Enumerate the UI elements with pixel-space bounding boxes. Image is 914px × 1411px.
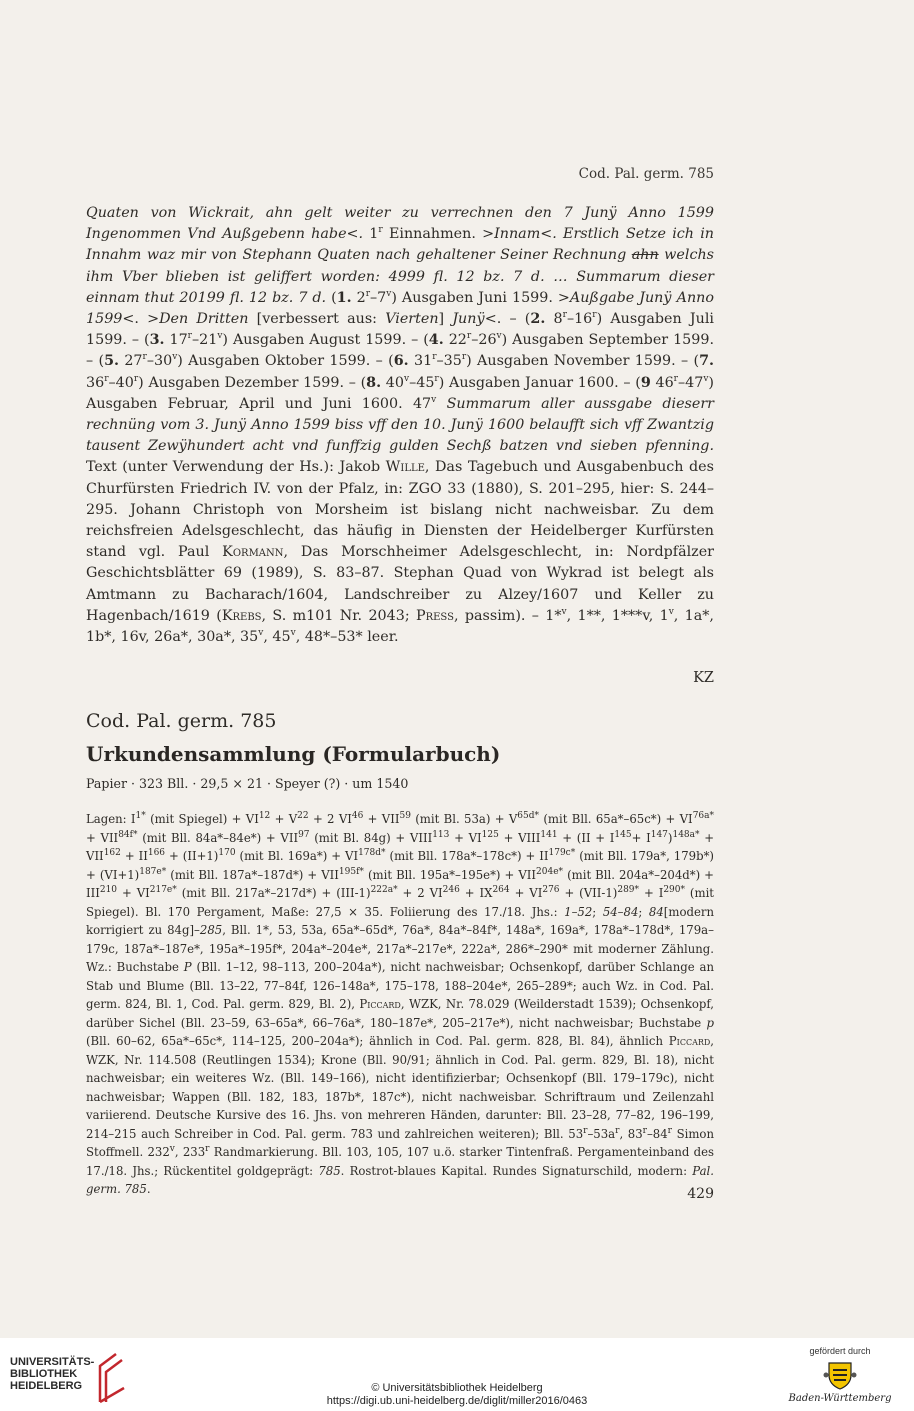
library-logo-text xyxy=(10,1356,94,1392)
library-logo-icon xyxy=(94,1352,128,1404)
entry-metadata: Papier · 323 Bll. · 29,5 × 21 · Speyer (?) · um 1540 xyxy=(86,776,409,791)
library-name-line2: BIBLIOTHEK xyxy=(10,1368,78,1380)
entry-title: Urkundensammlung (Formularbuch) xyxy=(86,742,501,766)
page-number: 429 xyxy=(687,1186,714,1202)
source-url-link[interactable]: https://digi.ub.uni-heidelberg.de/diglit/miller2016/0463 xyxy=(326,1395,588,1407)
library-name-line3: HEIDELBERG xyxy=(10,1380,83,1392)
funded-by-label: gefördert durch xyxy=(809,1346,871,1356)
copyright-notice xyxy=(290,1382,624,1408)
running-head: Cod. Pal. germ. 785 xyxy=(578,166,714,182)
funder-name: Baden-Württemberg xyxy=(788,1393,892,1404)
state-coat-of-arms-icon xyxy=(823,1359,857,1391)
codicological-description: Lagen: $I^{1*}$ (mit Spiegel) + $VI^{12} + V^{22} + 2$ $VI^{46} + VII^{59}$ (mit Bl. $53a) + V^{65d*}$ (mit Bll. $65a*-65c*) + VI^{76a*} + VII^{84f*}$ (mit Bll. $84a*-84e*) + VII^{97}$ (mit Bl. $84g) + VIII^{113} + VI^{125}$ + $VIII^{141} + (II + I^{145}+ I^{147})^{148a*} + VII^{162} + II^{166} + (II+1)^{170}$ (mit Bl. $169a*) + VI^{178d*}$ (mit Bll. $178a*-178c*) + II^{179c*}$ (mit Bll. 179a*, $179b*) + (VI+1)^{187e*}$ (mit Bll. $187a*-187d*) + VII^{195f*}$ (mit Bll. $195a*-195e*) + VII^{204e*}$ (mit Bll. $204a*-204d*) + III^{210} + VI^{217e*}$ (mit Bll. $217a*-217d*) + (III-1)^{222a*} + 2$ $VI^{246} + IX^{264} + VI^{276} + (VII-1)^{289*} + I^{290*}$ (mit Spiegel). Bl. 170 Pergament, Maße: 27,5 × 35. Foliierung des 17./18. Jhs.: 1–52; 54–84; 84[modern korrigiert zu 84g]–285, Bll. 1*, 53, 53a, 65a*–65d*, 76a*, 84a*–84f*, 148a*, 169a*, 178a*–178d*, 179a–179c, 187a*–187e*, 195a*–195f*, 204a*–204e*, 217a*–217e*, 222a*, 286*–290* mit moderner Zählung. Wz.: Buchstabe P (Bll. 1–12, 98–113, 200–204a*), nicht nachweisbar; Ochsenkopf, darüber Schlange an Stab und Blume (Bll. 13–22, 77–84f, 126–148a*, 175–178, 188–204e*, 265–289*; auch Wz. in Cod. Pal. germ. 824, Bl. 1, Cod. Pal. germ. 829, Bl. 2), Piccard, WZK, Nr. 78.029 (Weilderstadt 1539); Ochsenkopf, darüber Sichel (Bll. 23–59, 63–65a*, 66–76a*, 180–187e*, 205–217e*), nicht nachweisbar; Buchstabe p (Bll. 60–62, 65a*–65c*, 114–125, 200–204a*); ähnlich in Cod. Pal. germ. 828, Bl. 84), ähnlich Piccard, WZK, Nr. 114.508 (Reutlingen 1534); Krone (Bll. 90/91; ähnlich in Cod. Pal. germ. 829, Bl. 18), nicht nachweisbar; ein weiteres Wz. (Bll. 149–166), nicht identifizierbar; Ochsenkopf (Bll. 179–179c), nicht nachweisbar; Wappen (Bll. 182, 183, 187b*, 187c*), nicht nachweisbar. Schriftraum und Zeilenzahl variierend. Deutsche Kursive des 16. Jhs. von mehreren Händen, darunter: Bll. 23–28, 77–82, 196–199, 214–215 auch Schreiber in Cod. Pal. germ. 783 und zahlreichen weiteren); Bll. $53^r-53a^r$, 83$^r$–84$^r$ Simon Stoffmell. 232$^v$, 233$^r$ Randmarkierung. Bll. 103, 105, 107 u.ö. starker Tintenfraß. Pergamenteinband des 17./18. Jhs.; Rückentitel goldgeprägt: 785. Rostrot-blaues Kapital. Rundes Signaturschild, modern: Pal. germ. 785. xyxy=(86,811,715,1196)
library-name-line1: UNIVERSITÄTS- xyxy=(10,1356,95,1368)
section-heading: Cod. Pal. germ. 785 xyxy=(86,710,277,732)
author-initials: KZ xyxy=(693,670,714,686)
copyright-text: © Universitätsbibliothek Heidelberg xyxy=(371,1382,543,1394)
body-text: Quaten von Wickrait, ahn gelt weiter zu verrechnen den 7 Junӱ Anno 1599 Ingenommen Vnd Außgebenn habe<. 1$^r$ Einnahmen. >Innam<. Erstlich Setze ich in Innahm waz mir von Stephann Quaten nach gehaltener Seiner Rechnung ahn welchs ihm Vber blieben ist geliffert worden: 4999 fl. 12 bz. 7 d. … Summarum dieser einnam thut 20199 fl. 12 bz. 7 d. (1. 2$^r$–7$^v$) Ausgaben Juni 1599. >Außgabe Junӱ Anno 1599<. >Den Dritten [verbessert aus: Vierten] Junӱ<. – (2. 8$^r$–16$^r$) Ausgaben Juli 1599. – (3. 17$^r$–21$^v$) Ausgaben August 1599. – (4. 22$^r$–26$^v$) Ausgaben September 1599. – (5. 27$^r$–30$^v$) Ausgaben Oktober 1599. – (6. 31$^r$–35$^r$) Ausgaben November 1599. – (7. 36$^r$–40$^r$) Ausgaben Dezember 1599. – (8. 40$^v$–45$^r$) Ausgaben Januar 1600. – (9 46$^r$–47$^v$) Ausgaben Februar, April und Juni 1600. 47$^v$ Summarum aller aussgabe dieserr rechnüng vom 3. Junӱ Anno 1599 biss vff den 10. Junӱ 1600 belaufft sich vff Zwantzig tausent Zewӱhundert acht vnd funffzig gulden Sechß batzen vnd sieben pfenning. Text (unter Verwendung der Hs.): Jakob Wille, Das Tagebuch und Ausgabenbuch des Churfürsten Friedrich IV. von der Pfalz, in: ZGO 33 (1880), S. 201–295, hier: S. 244–295. Johann Christoph von Morsheim ist bislang nicht nachweisbar. Zu dem reichsfreien Adelsgeschlecht, das häufig in Diensten der Heidelberger Kurfürsten stand vgl. Paul Kormann, Das Morschheimer Adelsgeschlecht, in: Nordpfälzer Geschichtsblätter 69 (1989), S. 83–87. Stephan Quad von Wykrad ist belegt als Amtmann zu Bacharach/1604, Landschreiber zu Alzey/1607 und Keller zu Hagenbach/1619 (Krebs, S. m101 Nr. 2043; Press, passim). – 1*$^v$, 1**, 1***v, 1$^v$, 1a*, 1b*, 16v, 26a*, 30a*, 35$^v$, 45$^v$, 48*–53* leer. xyxy=(86,205,715,646)
